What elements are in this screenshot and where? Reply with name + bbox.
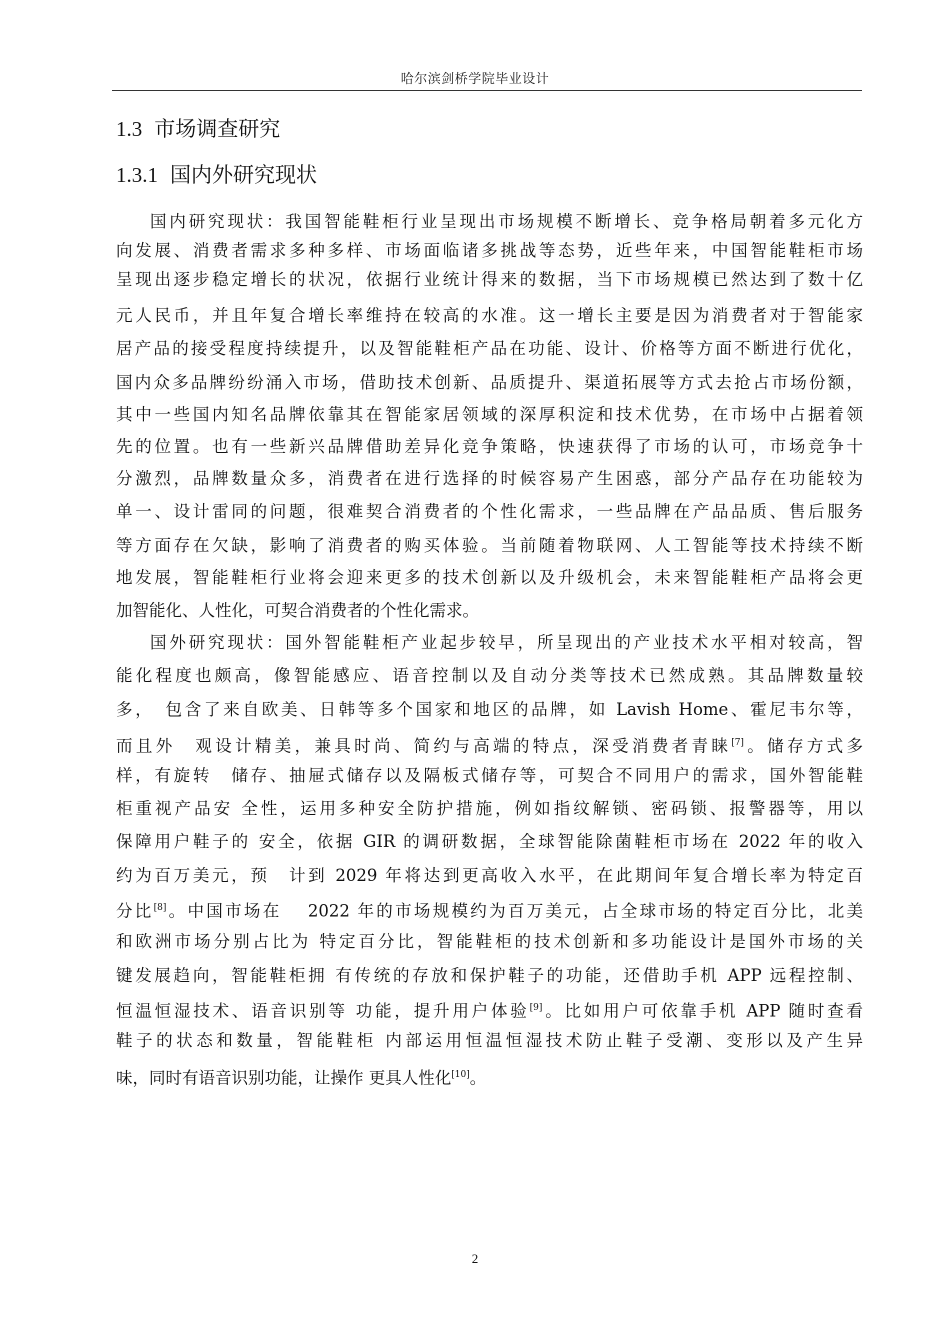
section-heading [116, 115, 280, 143]
body-line: 加智能化、人性化，可契合消费者的个性化需求。 [116, 601, 479, 620]
body-line: 向发展、消费者需求多种多样、市场面临诸多挑战等态势，近些年来，中国智能鞋柜市场 [116, 241, 863, 260]
body-line: 键发展趋向，智能鞋柜拥 有传统的存放和保护鞋子的功能，还借助手机 APP 远程控制、 [116, 966, 863, 985]
subsection-heading [116, 161, 317, 189]
body-line: 分激烈，品牌数量众多，消费者在进行选择的时候容易产生困惑，部分产品存在功能较为 [116, 469, 863, 488]
body-line: 国内研究现状：我国智能鞋柜行业呈现出市场规模不断增长、竞争格局朝着多元化方 [150, 212, 863, 231]
section-number: 1.3 [116, 117, 143, 141]
body-line: 居产品的接受程度持续提升，以及智能鞋柜产品在功能、设计、价格等方面不断进行优化， [116, 339, 863, 358]
body-line: 分比[8]。中国市场在 2022 年的市场规模约为百万美元，占全球市场的特定百分比，北美 [116, 901, 864, 921]
body-line: 能化程度也颇高，像智能感应、语音控制以及自动分类等技术已然成熟。其品牌数量较 [116, 666, 863, 685]
subsection-title: 国内外研究现状 [170, 163, 317, 187]
citation-marker: [8] [153, 903, 167, 913]
page-number: 2 [471, 1251, 479, 1266]
body-line: 单一、设计雷同的问题，很难契合消费者的个性化需求，一些品牌在产品品质、售后服务 [116, 502, 863, 521]
body-line: 元人民币，并且年复合增长率维持在较高的水准。这一增长主要是因为消费者对于智能家 [116, 306, 863, 325]
body-line: 多， 包含了来自欧美、日韩等多个国家和地区的品牌，如 Lavish Home、霍尼韦尔等， [116, 700, 863, 719]
citation-marker: [7] [731, 738, 744, 748]
section-title: 市场调查研究 [154, 117, 281, 141]
citation-marker: [10] [451, 1070, 470, 1080]
body-line: 呈现出逐步稳定增长的状况，依据行业统计得来的数据，当下市场规模已然达到了数十亿 [116, 270, 863, 289]
body-line: 味，同时有语音识别功能，让操作 更具人性化[10]。 [116, 1068, 487, 1088]
header-title: 哈尔滨剑桥学院毕业设计 [400, 72, 550, 87]
header-divider [112, 90, 862, 91]
subsection-number: 1.3.1 [116, 163, 158, 187]
body-line: 恒温恒湿技术、语音识别等 功能，提升用户体验[9]。比如用户可依靠手机 APP 随时查看 [116, 1001, 863, 1021]
body-line: 鞋子的状态和数量，智能鞋柜 内部运用恒温恒湿技术防止鞋子受潮、变形以及产生异 [116, 1031, 863, 1050]
body-line: 先的位置。也有一些新兴品牌借助差异化竞争策略，快速获得了市场的认可，市场竞争十 [116, 437, 863, 456]
body-line: 地发展，智能鞋柜行业将会迎来更多的技术创新以及升级机会，未来智能鞋柜产品将会更 [116, 568, 863, 587]
body-line: 等方面存在欠缺，影响了消费者的购买体验。当前随着物联网、人工智能等技术持续不断 [116, 536, 863, 555]
body-line: 和欧洲市场分别占比为 特定百分比，智能鞋柜的技术创新和多功能设计是国外市场的关 [116, 932, 863, 951]
body-line: 而且外 观设计精美，兼具时尚、简约与高端的特点，深受消费者青睐[7]。储存方式多 [116, 736, 864, 756]
body-line: 国内众多品牌纷纷涌入市场，借助技术创新、品质提升、渠道拓展等方式去抢占市场份额， [116, 373, 863, 392]
body-line: 约为百万美元，预 计到 2029 年将达到更高收入水平，在此期间年复合增长率为特定百 [116, 866, 863, 885]
body-line: 样，有旋转 储存、抽屉式储存以及隔板式储存等，可契合不同用户的需求，国外智能鞋 [116, 766, 863, 785]
citation-marker: [9] [529, 1003, 543, 1013]
body-line: 保障用户鞋子的 安全，依据 GIR 的调研数据，全球智能除菌鞋柜市场在 2022 年的收入 [116, 832, 863, 851]
body-line: 其中一些国内知名品牌依靠其在智能家居领域的深厚积淀和技术优势，在市场中占据着领 [116, 405, 863, 424]
body-line: 柜重视产品安 全性，运用多种安全防护措施，例如指纹解锁、密码锁、报警器等，用以 [116, 799, 863, 818]
body-line: 国外研究现状：国外智能鞋柜产业起步较早，所呈现出的产业技术水平相对较高，智 [150, 633, 863, 652]
